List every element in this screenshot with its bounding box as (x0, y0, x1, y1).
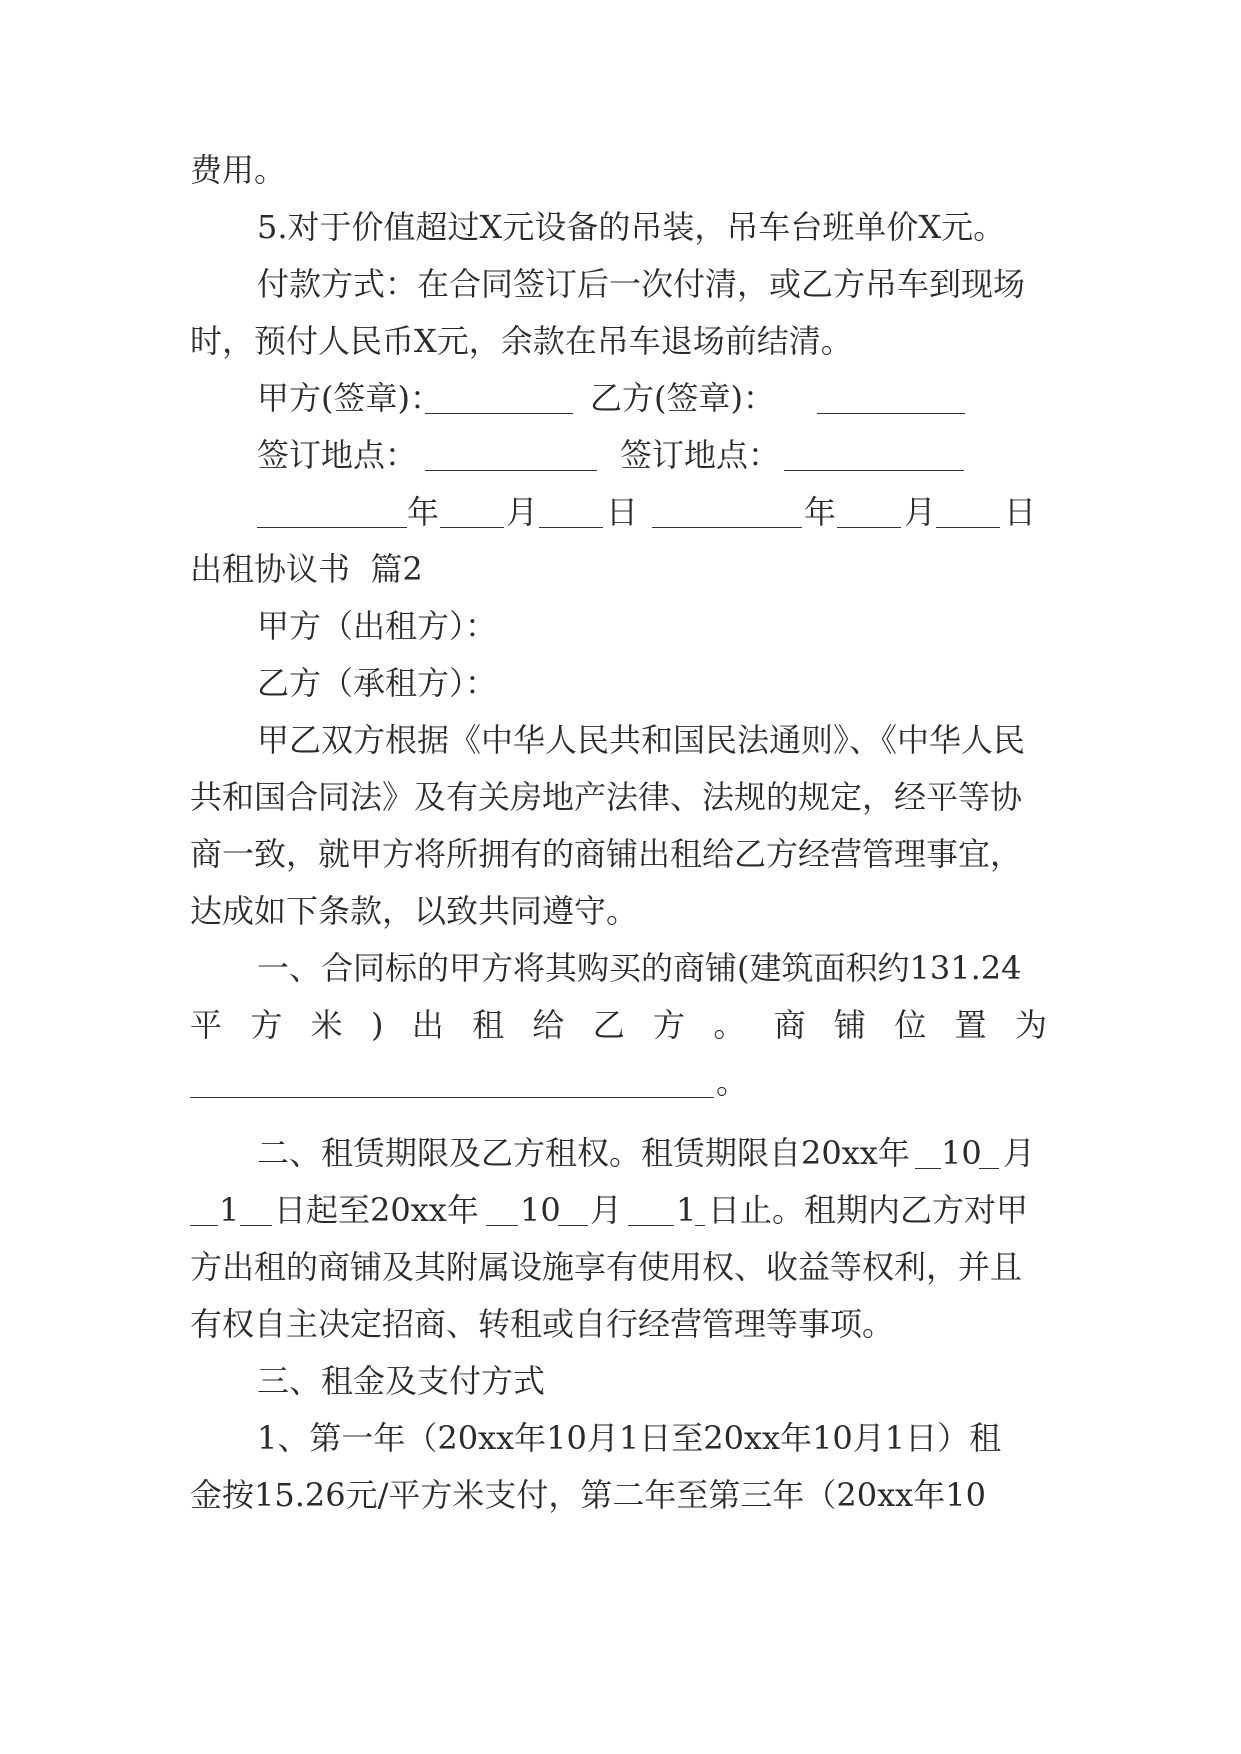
end-month-unit: 月 (590, 1191, 623, 1229)
place-b-label: 签订地点： (620, 436, 781, 474)
line-fee: 费用。 (190, 151, 287, 189)
line-clause-1b: 平方米)出租给乙方。商铺位置为 (190, 1006, 1047, 1044)
date-b-month-blank (837, 527, 901, 528)
date-b-month: 月 (904, 493, 937, 531)
date-a-day-blank (539, 527, 603, 528)
sign-party-a-blank (425, 413, 573, 414)
date-b-year: 年 (804, 493, 837, 531)
line-payment-1: 付款方式：在合同签订后一次付清，或乙方吊车到现场 (257, 265, 1026, 303)
line-clause-2c: 方出租的商铺及其附属设施享有使用权、收益等权利，并且 (190, 1248, 1023, 1286)
line-clause-3: 三、租金及支付方式 (257, 1362, 546, 1400)
line-clause-3-2: 金按15.26元/平方米支付，第二年至第三年（20xx年10 (190, 1476, 986, 1514)
section-title: 出租协议书 篇2 (190, 550, 423, 588)
sign-party-b-label: 乙方(签章)： (590, 379, 775, 417)
start-month-unit: 月 (1003, 1134, 1036, 1172)
line-intro-1: 甲乙双方根据《中华人民共和国民法通则》、《中华人民 (257, 721, 1026, 759)
place-a-blank (425, 470, 597, 471)
line-party-b: 乙方（承租方）： (257, 664, 498, 702)
line-clause-2a: 二、租赁期限及乙方租权。租赁期限自20xx年 (257, 1134, 910, 1172)
start-month-blank-right (979, 1168, 999, 1169)
line-payment-2: 时，预付人民币X元，余款在吊车退场前结清。 (190, 322, 853, 360)
line-clause-1: 一、合同标的甲方将其购买的商铺(建筑面积约131.24 (257, 949, 1022, 987)
end-day-blank-left (628, 1225, 674, 1226)
end-month-blank-left (486, 1225, 518, 1226)
line-clause-3-1: 1、第一年（20xx年10月1日至20xx年10月1日）租 (257, 1419, 1002, 1457)
date-a-month-blank (440, 527, 504, 528)
place-a-label: 签订地点： (257, 436, 418, 474)
line-intro-2: 共和国合同法》及有关房地产法律、法规的规定，经平等协 (190, 778, 1023, 816)
start-day-blank-left (190, 1225, 218, 1226)
end-month-blank-right (558, 1225, 588, 1226)
line-intro-4: 达成如下条款，以致共同遵守。 (190, 892, 639, 930)
line-clause-2d: 有权自主决定招商、转租或自行经营管理等事项。 (190, 1305, 895, 1343)
date-a-year-blank (257, 527, 407, 528)
place-b-blank (784, 470, 964, 471)
line-item-5: 5.对于价值超过X元设备的吊装，吊车台班单价X元。 (257, 208, 1006, 246)
end-day-blank-right (695, 1225, 705, 1226)
date-a-month: 月 (506, 493, 539, 531)
start-month-value: 10 (941, 1134, 982, 1172)
start-day-value: 1 (219, 1191, 240, 1229)
line-clause-2b-3: 日止。租期内乙方对甲 (708, 1191, 1029, 1229)
line-clause-1c: 。 (716, 1063, 749, 1101)
start-month-blank-left (915, 1168, 941, 1169)
sign-party-b-blank (817, 413, 965, 414)
date-a-year: 年 (407, 493, 440, 531)
shop-location-blank (190, 1097, 714, 1098)
date-b-day-blank (936, 527, 1000, 528)
date-b-year-blank (652, 527, 802, 528)
sign-party-a-label: 甲方(签章)： (257, 379, 442, 417)
line-clause-2b-1: 日起至20xx年 (274, 1191, 479, 1229)
end-month-value: 10 (520, 1191, 561, 1229)
line-party-a: 甲方（出租方）： (257, 607, 498, 645)
end-day-value: 1 (676, 1191, 697, 1229)
date-a-day: 日 (606, 493, 639, 531)
date-b-day: 日 (1004, 493, 1037, 531)
line-intro-3: 商一致，就甲方将所拥有的商铺出租给乙方经营管理事宜， (190, 835, 1023, 873)
start-day-blank-right (240, 1225, 272, 1226)
